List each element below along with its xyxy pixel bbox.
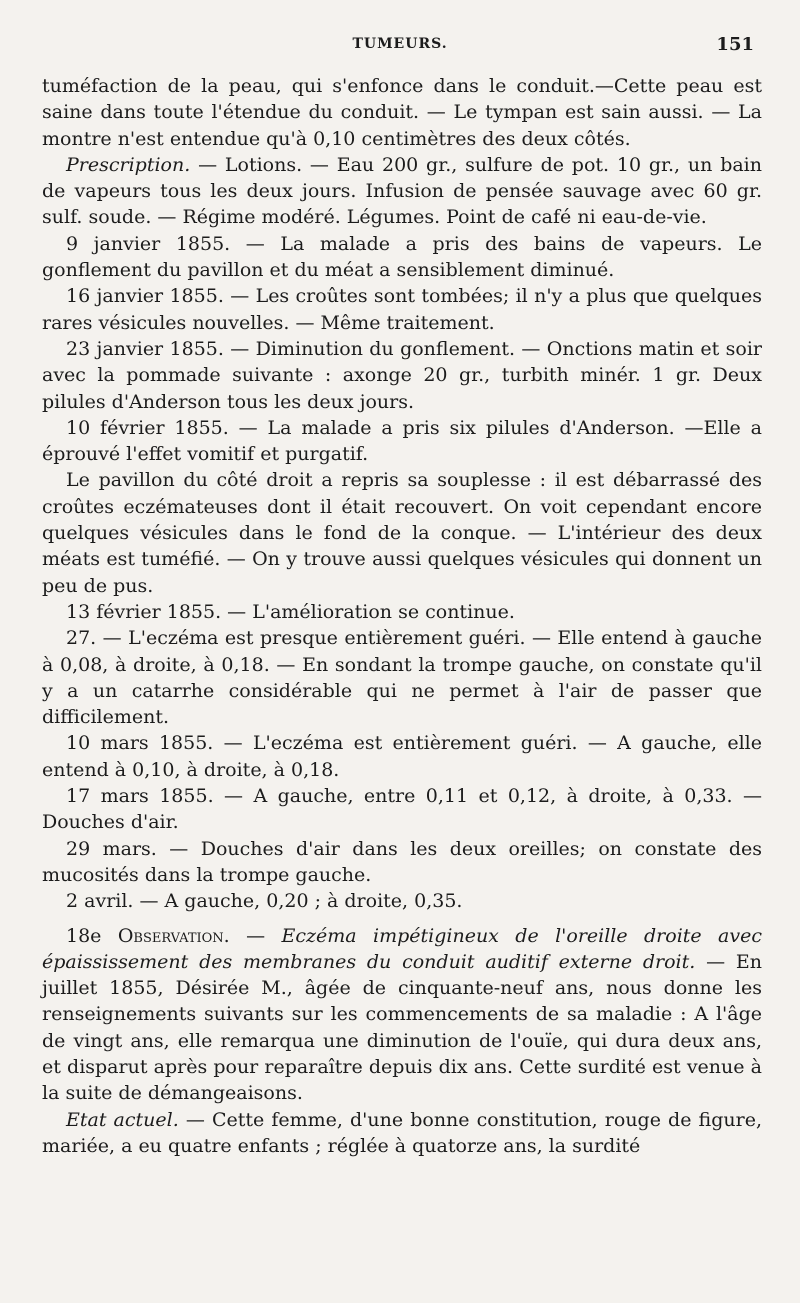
observation-title: Eczéma impétigineux de l'oreille droite avec épaississement des membranes du conduit auditif externe droit.: [42, 924, 762, 973]
page-header: [0, 32, 800, 58]
paragraph: [42, 336, 762, 415]
paragraph-text: — Lotions. — Eau 200 gr., sulfure de pot. 10 gr., un bain de vapeurs tous les deux jours. Infusion de pensée sauvage avec 60 gr. sulf. soude. — Régime modéré. Légumes. Point de café ni eau-de-vie.: [42, 153, 762, 229]
observation-text: — En juillet 1855, Désirée M., âgée de cinquante-neuf ans, nous donne les renseignements suivants sur les commencements de sa maladie : A l'âge de vingt ans, elle remarqua une diminution de l'ouïe, qui dura deux ans, et disparut après pour reparaître depuis dix ans. Cette surdité est venue à la suite de démangeaisons.: [42, 950, 762, 1105]
paragraph-text: tuméfaction de la peau, qui s'enfonce dans le conduit.—Cette peau est saine dans toute l'étendue du conduit. — Le tympan est sain aussi. — La montre n'est entendue qu'à 0,10 centimètres des deux côtés.: [42, 75, 762, 150]
paragraph-text: 9 janvier 1855. — La malade a pris des bains de vapeurs. Le gonflement du pavillon et du méat a sensiblement diminué.: [42, 232, 762, 282]
body-text: [42, 73, 762, 1159]
paragraph-text: 13 février 1855. — L'amélioration se continue.: [66, 600, 515, 623]
paragraph: [42, 783, 762, 836]
prescription-label: Prescription.: [66, 153, 191, 176]
etat-actuel-text: — Cette femme, d'une bonne constitution, rouge de figure, mariée, a eu quatre enfants ; réglée à quatorze ans, la surdité: [42, 1108, 762, 1157]
observation-paragraph: 18e Observation. — Eczéma impétigineux de l'oreille droite avec épaississement des membranes du conduit auditif externe droit. — En juillet 1855, Désirée M., âgée de cinquante-neuf ans, nous donne les renseignements suivants sur les commencements de sa maladie : A l'âge de vingt ans, elle remarqua une diminution de l'ouïe, qui dura deux ans, et disparut après pour reparaître depuis dix ans. Cette surdité est venue à la suite de démangeaisons.: [42, 924, 762, 1105]
paragraph: [42, 467, 762, 598]
paragraph: [42, 888, 762, 914]
running-head: TUMEURS.: [352, 36, 448, 52]
paragraph-text: Le pavillon du côté droit a repris sa souplesse : il est débarrassé des croûtes eczémateuses dont il était recouvert. On voit cependant encore quelques vésicules dans le fond de la conque. — L'intérieur des deux méats est tuméfié. — On y trouve aussi quelques vésicules qui donnent un peu de pus.: [42, 469, 762, 597]
etat-actuel-paragraph: [42, 1107, 762, 1160]
paragraph-text: 27. — L'eczéma est presque entièrement guéri. — Elle entend à gauche à 0,08, à droite, à 0,18. — En sondant la trompe gauche, on constate qu'il y a un catarrhe considérable qui ne permet à l'air de passer que difficilement.: [42, 627, 762, 729]
paragraph-text: 10 mars 1855. — L'eczéma est entièrement guéri. — A gauche, elle entend à 0,10, à droite, à 0,18.: [42, 732, 762, 781]
observation-label: Observation.: [117, 924, 230, 947]
paragraph-text: 10 février 1855. — La malade a pris six pilules d'Anderson. —Elle a éprouvé l'effet vomitif et purgatif.: [42, 416, 762, 466]
paragraph: [42, 730, 762, 783]
paragraph: [42, 283, 762, 336]
paragraph: [42, 625, 762, 730]
page-number: 151: [716, 34, 754, 55]
paragraph-text: 29 mars. — Douches d'air dans les deux oreilles; on constate des mucosités dans la trompe gauche.: [42, 837, 762, 886]
paragraph-text: 23 janvier 1855. — Diminution du gonflement. — Onctions matin et soir avec la pommade suivante : axonge 20 gr., turbith minér. 1 gr. Deux pilules d'Anderson tous les deux jours.: [42, 337, 762, 413]
paragraph-text: 16 janvier 1855. — Les croûtes sont tombées; il n'y a plus que quelques rares vésicules nouvelles. — Même traitement.: [42, 285, 762, 334]
prescription-paragraph: [42, 152, 762, 231]
paragraph: [42, 73, 762, 152]
observation-number: 18e: [66, 924, 102, 947]
paragraph: [42, 415, 762, 468]
paragraph-text: 17 mars 1855. — A gauche, entre 0,11 et 0,12, à droite, à 0,33. — Douches d'air.: [42, 785, 762, 834]
paragraph: [42, 231, 762, 284]
paragraph-text: 2 avril. — A gauche, 0,20 ; à droite, 0,35.: [66, 890, 463, 913]
etat-actuel-label: Etat actuel.: [66, 1108, 179, 1131]
paragraph: [42, 599, 762, 625]
paragraph: [42, 836, 762, 889]
